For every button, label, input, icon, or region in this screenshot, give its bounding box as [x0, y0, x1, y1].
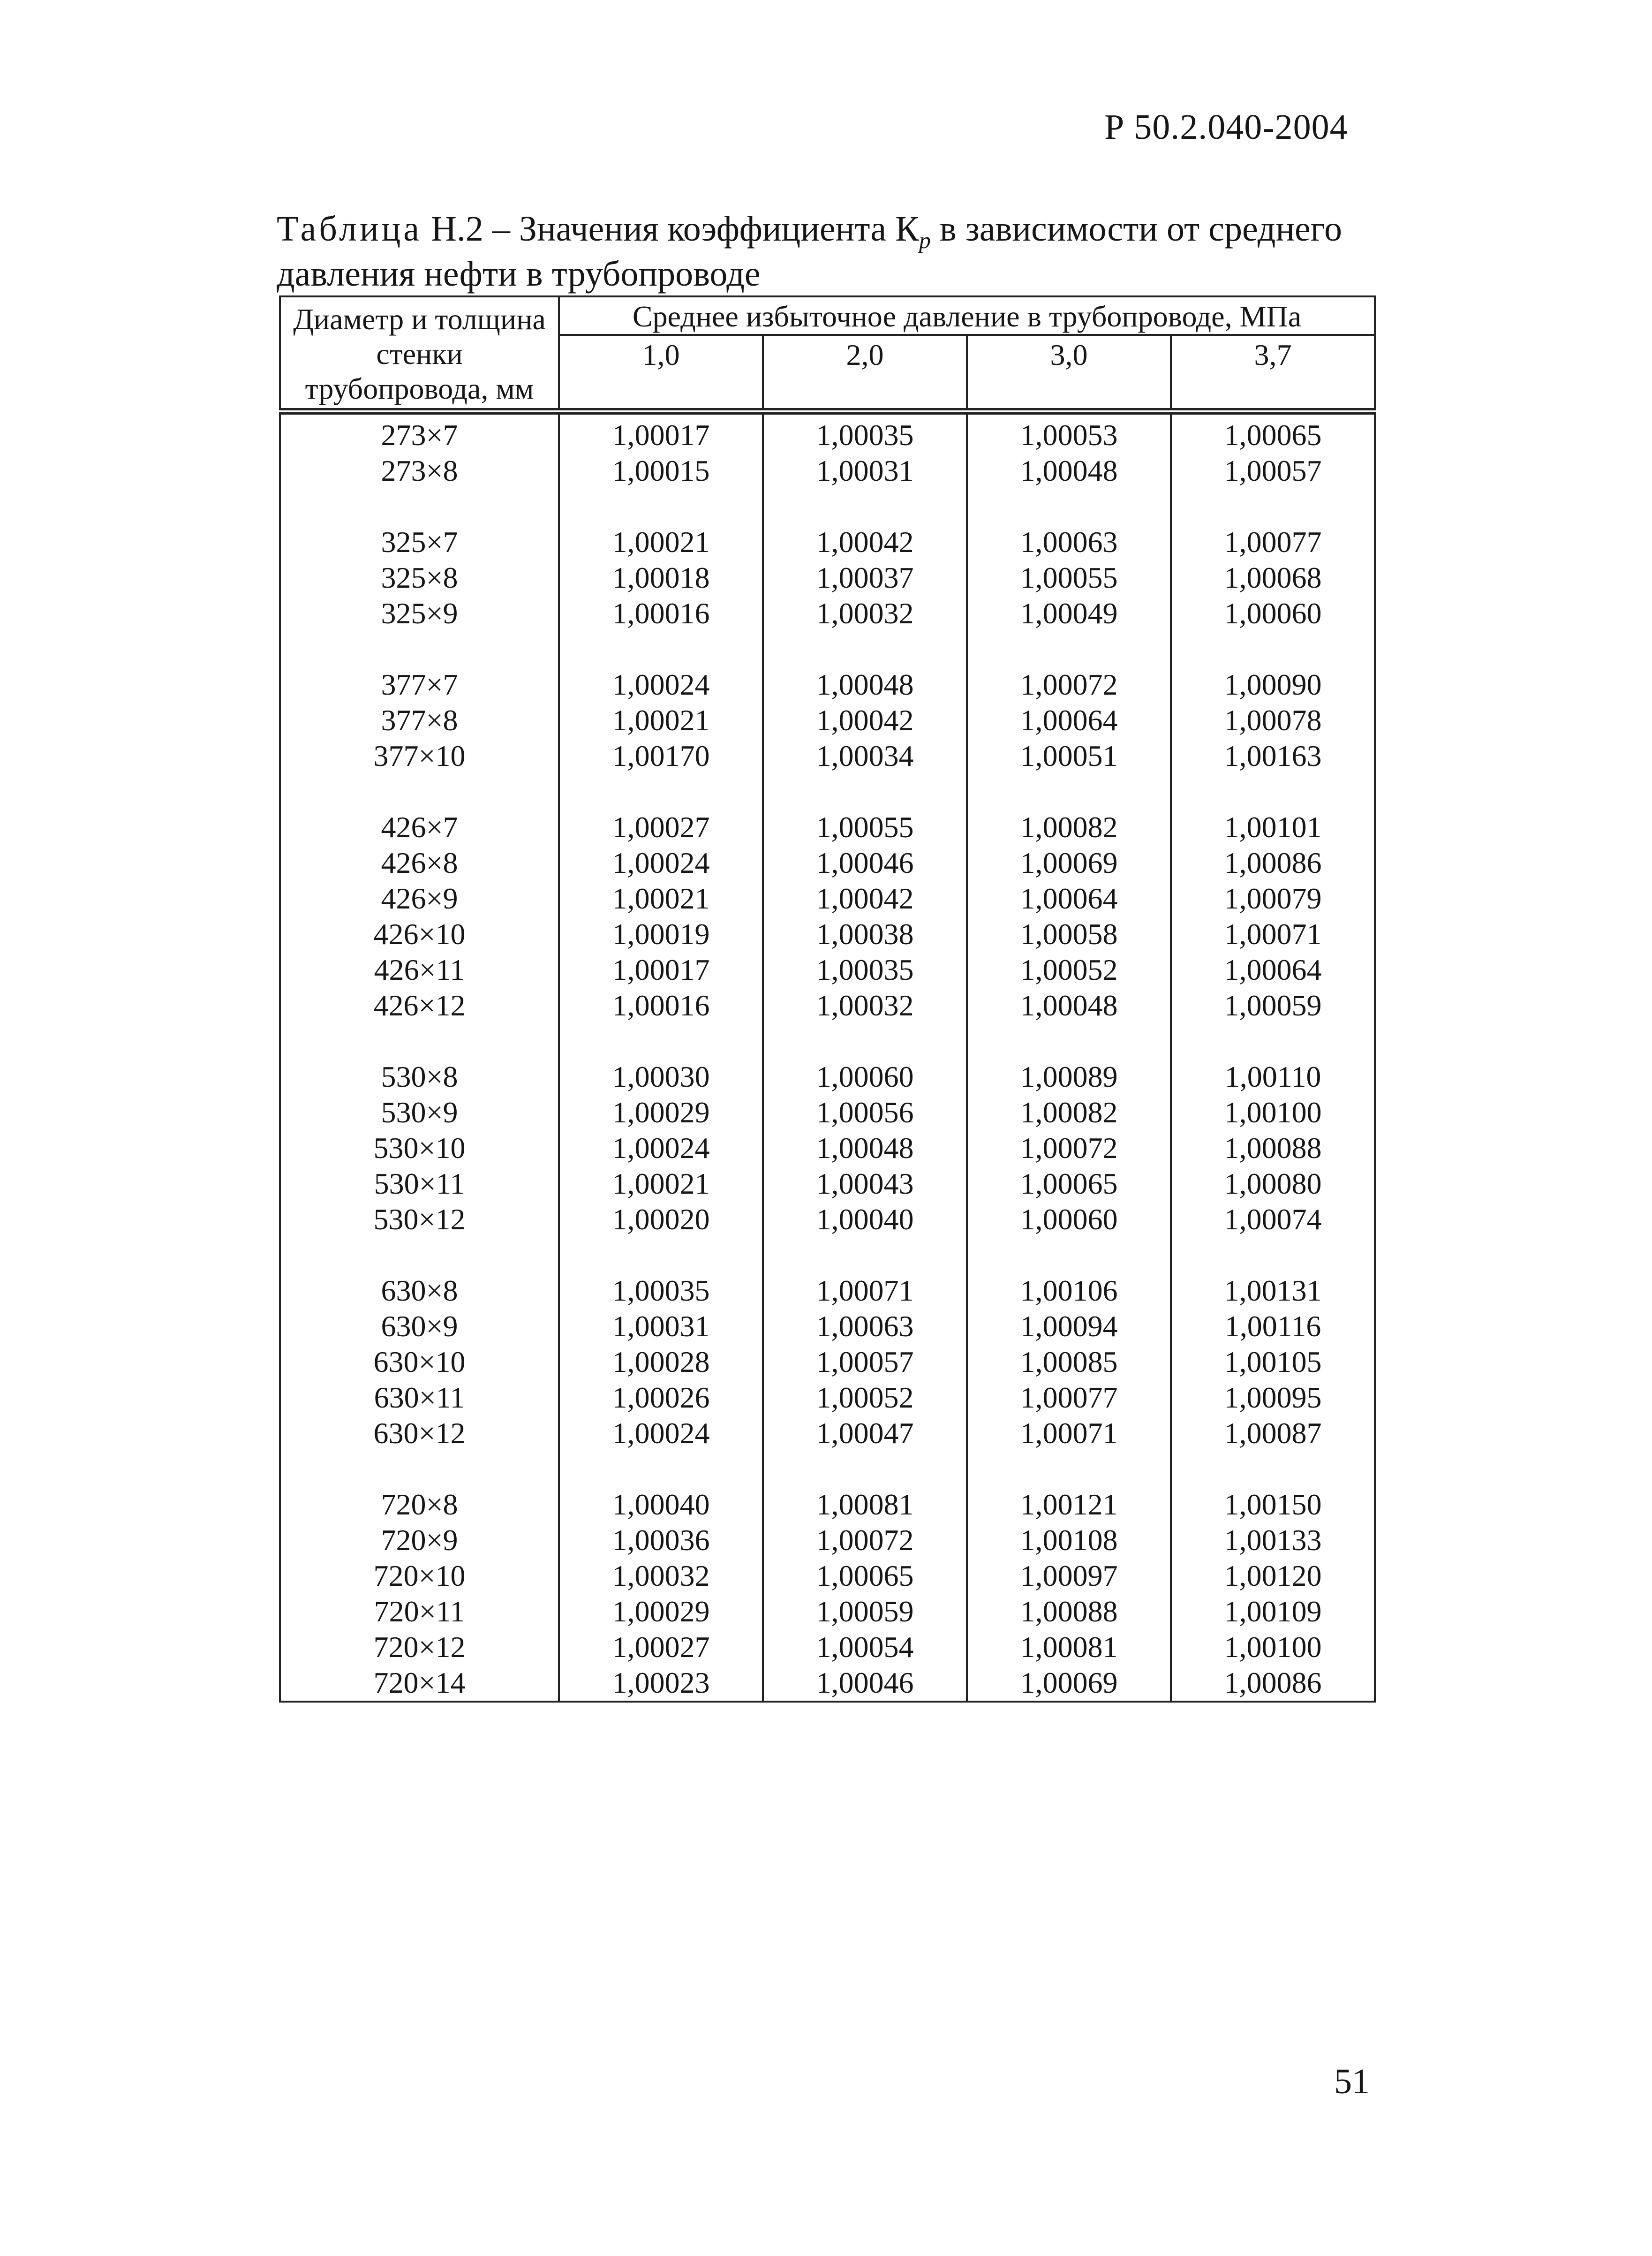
table-row	[280, 1273, 1375, 1309]
coefficient-cell: 1,00072	[967, 667, 1171, 703]
coefficient-cell: 1,00063	[967, 524, 1171, 560]
group-spacer	[280, 1237, 1375, 1273]
pipe-size-cell: 325×9	[280, 596, 559, 631]
coefficient-cell: 1,00040	[763, 1202, 967, 1237]
coefficient-cell: 1,00056	[763, 1095, 967, 1130]
spacer-cell	[763, 489, 967, 524]
caption-lead: Таблица	[277, 209, 422, 249]
spacer-cell	[280, 489, 559, 524]
pipe-size-cell: 377×10	[280, 738, 559, 774]
coefficient-cell: 1,00072	[763, 1522, 967, 1558]
table-row	[280, 881, 1375, 916]
coefficient-cell: 1,00094	[967, 1309, 1171, 1344]
group-header: Среднее избыточное давление в трубопроводе, МПа	[559, 296, 1375, 335]
spacer-cell	[280, 774, 559, 810]
table-row	[280, 1095, 1375, 1130]
coefficient-cell: 1,00030	[559, 1059, 763, 1095]
table-row	[280, 1487, 1375, 1522]
table-row	[280, 560, 1375, 596]
spacer-cell	[763, 774, 967, 810]
coefficient-cell: 1,00060	[1171, 596, 1375, 631]
coefficient-cell: 1,00052	[967, 952, 1171, 988]
coefficient-cell: 1,00016	[559, 988, 763, 1023]
coefficient-cell: 1,00035	[559, 1273, 763, 1309]
coefficient-cell: 1,00021	[559, 881, 763, 916]
group-spacer	[280, 1451, 1375, 1487]
spacer-cell	[1171, 1451, 1375, 1487]
spacer-cell	[967, 1023, 1171, 1059]
pipe-size-cell: 377×8	[280, 703, 559, 738]
pipe-size-cell: 426×10	[280, 916, 559, 952]
coefficient-cell: 1,00089	[967, 1059, 1171, 1095]
coefficient-cell: 1,00116	[1171, 1309, 1375, 1344]
group-spacer	[280, 774, 1375, 810]
spacer-cell	[967, 1451, 1171, 1487]
coefficient-cell: 1,00064	[967, 881, 1171, 916]
page-number: 51	[1334, 2062, 1370, 2101]
coefficient-cell: 1,00036	[559, 1522, 763, 1558]
coefficient-cell: 1,00054	[763, 1629, 967, 1665]
table-row	[280, 1166, 1375, 1202]
spacer-cell	[1171, 1023, 1375, 1059]
coefficient-cell: 1,00032	[559, 1558, 763, 1594]
coefficient-cell: 1,00100	[1171, 1095, 1375, 1130]
spacer-cell	[763, 1023, 967, 1059]
coefficient-cell: 1,00081	[763, 1487, 967, 1522]
table-row	[280, 810, 1375, 845]
coefficient-cell: 1,00046	[763, 845, 967, 881]
pipe-size-cell: 325×7	[280, 524, 559, 560]
coefficient-cell: 1,00021	[559, 703, 763, 738]
coefficient-cell: 1,00086	[1171, 845, 1375, 881]
spacer-cell	[763, 631, 967, 667]
coefficient-cell: 1,00065	[1171, 411, 1375, 453]
coefficient-table	[279, 295, 1376, 1703]
column-header: 2,0	[763, 335, 967, 411]
coefficient-cell: 1,00055	[763, 810, 967, 845]
coefficient-cell: 1,00048	[763, 667, 967, 703]
coefficient-cell: 1,00064	[967, 703, 1171, 738]
coefficient-cell: 1,00052	[763, 1380, 967, 1416]
pipe-size-cell: 426×8	[280, 845, 559, 881]
pipe-size-cell: 426×7	[280, 810, 559, 845]
coefficient-cell: 1,00027	[559, 1629, 763, 1665]
coefficient-cell: 1,00051	[967, 738, 1171, 774]
pipe-size-cell: 273×7	[280, 411, 559, 453]
coefficient-cell: 1,00023	[559, 1665, 763, 1702]
pipe-size-cell: 720×12	[280, 1629, 559, 1665]
spacer-cell	[280, 1237, 559, 1273]
pipe-size-cell: 720×11	[280, 1594, 559, 1629]
coefficient-cell: 1,00032	[763, 596, 967, 631]
table-row	[280, 703, 1375, 738]
coefficient-cell: 1,00048	[967, 453, 1171, 489]
coefficient-cell: 1,00078	[1171, 703, 1375, 738]
table-row	[280, 1522, 1375, 1558]
group-spacer	[280, 631, 1375, 667]
coefficient-cell: 1,00163	[1171, 738, 1375, 774]
coefficient-cell: 1,00034	[763, 738, 967, 774]
pipe-size-cell: 426×11	[280, 952, 559, 988]
coefficient-cell: 1,00029	[559, 1594, 763, 1629]
coefficient-cell: 1,00026	[559, 1380, 763, 1416]
coefficient-cell: 1,00068	[1171, 560, 1375, 596]
coefficient-cell: 1,00077	[967, 1380, 1171, 1416]
pipe-size-cell: 630×11	[280, 1380, 559, 1416]
coefficient-cell: 1,00071	[967, 1416, 1171, 1451]
coefficient-cell: 1,00060	[763, 1059, 967, 1095]
spacer-cell	[967, 489, 1171, 524]
table-row	[280, 453, 1375, 489]
pipe-size-cell: 325×8	[280, 560, 559, 596]
pipe-size-cell: 530×11	[280, 1166, 559, 1202]
spacer-cell	[1171, 774, 1375, 810]
table-row	[280, 845, 1375, 881]
column-header: 3,7	[1171, 335, 1375, 411]
caption-subscript: р	[919, 227, 931, 254]
coefficient-cell: 1,00079	[1171, 881, 1375, 916]
coefficient-cell: 1,00018	[559, 560, 763, 596]
table-row	[280, 1665, 1375, 1702]
spacer-cell	[559, 774, 763, 810]
pipe-size-cell: 273×8	[280, 453, 559, 489]
table-row	[280, 1309, 1375, 1344]
coefficient-cell: 1,00088	[1171, 1130, 1375, 1166]
coefficient-cell: 1,00106	[967, 1273, 1171, 1309]
coefficient-cell: 1,00072	[967, 1130, 1171, 1166]
row-header: Диаметр и толщина стенки трубопровода, мм	[280, 296, 559, 411]
coefficient-cell: 1,00077	[1171, 524, 1375, 560]
coefficient-cell: 1,00038	[763, 916, 967, 952]
table-row	[280, 952, 1375, 988]
coefficient-cell: 1,00048	[967, 988, 1171, 1023]
coefficient-cell: 1,00058	[967, 916, 1171, 952]
coefficient-cell: 1,00108	[967, 1522, 1171, 1558]
spacer-cell	[559, 489, 763, 524]
table-row	[280, 1130, 1375, 1166]
group-spacer	[280, 489, 1375, 524]
spacer-cell	[280, 631, 559, 667]
coefficient-cell: 1,00065	[967, 1166, 1171, 1202]
pipe-size-cell: 630×12	[280, 1416, 559, 1451]
coefficient-cell: 1,00086	[1171, 1665, 1375, 1702]
spacer-cell	[1171, 489, 1375, 524]
table-row	[280, 596, 1375, 631]
coefficient-cell: 1,00059	[763, 1594, 967, 1629]
pipe-size-cell: 426×9	[280, 881, 559, 916]
group-spacer	[280, 1023, 1375, 1059]
coefficient-cell: 1,00024	[559, 1416, 763, 1451]
table-row	[280, 1558, 1375, 1594]
coefficient-cell: 1,00120	[1171, 1558, 1375, 1594]
pipe-size-cell: 720×8	[280, 1487, 559, 1522]
coefficient-cell: 1,00046	[763, 1665, 967, 1702]
coefficient-cell: 1,00024	[559, 667, 763, 703]
column-header: 1,0	[559, 335, 763, 411]
coefficient-cell: 1,00087	[1171, 1416, 1375, 1451]
coefficient-cell: 1,00105	[1171, 1344, 1375, 1380]
table-row	[280, 1416, 1375, 1451]
table-row	[280, 738, 1375, 774]
column-header: 3,0	[967, 335, 1171, 411]
pipe-size-cell: 530×8	[280, 1059, 559, 1095]
coefficient-cell: 1,00020	[559, 1202, 763, 1237]
coefficient-cell: 1,00071	[1171, 916, 1375, 952]
spacer-cell	[559, 1023, 763, 1059]
spacer-cell	[559, 631, 763, 667]
spacer-cell	[763, 1237, 967, 1273]
coefficient-cell: 1,00085	[967, 1344, 1171, 1380]
coefficient-cell: 1,00059	[1171, 988, 1375, 1023]
coefficient-cell: 1,00042	[763, 881, 967, 916]
coefficient-cell: 1,00055	[967, 560, 1171, 596]
coefficient-cell: 1,00065	[763, 1558, 967, 1594]
coefficient-cell: 1,00100	[1171, 1629, 1375, 1665]
table-row	[280, 1629, 1375, 1665]
coefficient-cell: 1,00131	[1171, 1273, 1375, 1309]
spacer-cell	[763, 1451, 967, 1487]
coefficient-cell: 1,00110	[1171, 1059, 1375, 1095]
pipe-size-cell: 630×9	[280, 1309, 559, 1344]
table-row	[280, 1059, 1375, 1095]
caption-text: Н.2 – Значения коэффициента К	[431, 209, 919, 249]
coefficient-cell: 1,00047	[763, 1416, 967, 1451]
coefficient-cell: 1,00071	[763, 1273, 967, 1309]
coefficient-cell: 1,00060	[967, 1202, 1171, 1237]
table-row	[280, 1202, 1375, 1237]
coefficient-cell: 1,00049	[967, 596, 1171, 631]
spacer-cell	[280, 1023, 559, 1059]
coefficient-cell: 1,00035	[763, 952, 967, 988]
pipe-size-cell: 630×8	[280, 1273, 559, 1309]
coefficient-cell: 1,00064	[1171, 952, 1375, 988]
coefficient-cell: 1,00019	[559, 916, 763, 952]
spacer-cell	[967, 631, 1171, 667]
coefficient-cell: 1,00017	[559, 952, 763, 988]
table-row	[280, 524, 1375, 560]
spacer-cell	[280, 1451, 559, 1487]
spacer-cell	[1171, 631, 1375, 667]
coefficient-cell: 1,00031	[763, 453, 967, 489]
coefficient-cell: 1,00121	[967, 1487, 1171, 1522]
coefficient-cell: 1,00069	[967, 1665, 1171, 1702]
caption-rest: в зависимости от среднего давления нефти в трубопроводе	[277, 209, 1343, 294]
pipe-size-cell: 530×12	[280, 1202, 559, 1237]
coefficient-cell: 1,00090	[1171, 667, 1375, 703]
pipe-size-cell: 630×10	[280, 1344, 559, 1380]
coefficient-cell: 1,00069	[967, 845, 1171, 881]
coefficient-cell: 1,00021	[559, 1166, 763, 1202]
table-body	[280, 411, 1375, 1702]
coefficient-cell: 1,00150	[1171, 1487, 1375, 1522]
coefficient-cell: 1,00048	[763, 1130, 967, 1166]
coefficient-cell: 1,00074	[1171, 1202, 1375, 1237]
pipe-size-cell: 720×9	[280, 1522, 559, 1558]
pipe-size-cell: 530×10	[280, 1130, 559, 1166]
pipe-size-cell: 426×12	[280, 988, 559, 1023]
coefficient-cell: 1,00032	[763, 988, 967, 1023]
table-row	[280, 667, 1375, 703]
spacer-cell	[559, 1237, 763, 1273]
coefficient-cell: 1,00015	[559, 453, 763, 489]
table-caption	[277, 206, 1379, 296]
coefficient-cell: 1,00028	[559, 1344, 763, 1380]
table-row	[280, 988, 1375, 1023]
coefficient-cell: 1,00133	[1171, 1522, 1375, 1558]
coefficient-cell: 1,00043	[763, 1166, 967, 1202]
document-code: Р 50.2.040-2004	[1104, 107, 1348, 147]
coefficient-cell: 1,00095	[1171, 1380, 1375, 1416]
spacer-cell	[559, 1451, 763, 1487]
coefficient-cell: 1,00040	[559, 1487, 763, 1522]
table-row	[280, 1594, 1375, 1629]
coefficient-cell: 1,00082	[967, 810, 1171, 845]
coefficient-cell: 1,00053	[967, 411, 1171, 453]
coefficient-cell: 1,00016	[559, 596, 763, 631]
coefficient-cell: 1,00097	[967, 1558, 1171, 1594]
coefficient-cell: 1,00021	[559, 524, 763, 560]
pipe-size-cell: 377×7	[280, 667, 559, 703]
pipe-size-cell: 720×14	[280, 1665, 559, 1702]
coefficient-cell: 1,00031	[559, 1309, 763, 1344]
coefficient-cell: 1,00057	[1171, 453, 1375, 489]
coefficient-cell: 1,00081	[967, 1629, 1171, 1665]
table-row	[280, 1344, 1375, 1380]
coefficient-cell: 1,00063	[763, 1309, 967, 1344]
coefficient-cell: 1,00170	[559, 738, 763, 774]
coefficient-cell: 1,00088	[967, 1594, 1171, 1629]
coefficient-cell: 1,00109	[1171, 1594, 1375, 1629]
coefficient-cell: 1,00027	[559, 810, 763, 845]
spacer-cell	[1171, 1237, 1375, 1273]
coefficient-cell: 1,00082	[967, 1095, 1171, 1130]
coefficient-cell: 1,00042	[763, 703, 967, 738]
coefficient-cell: 1,00024	[559, 1130, 763, 1166]
table-row	[280, 916, 1375, 952]
coefficient-cell: 1,00037	[763, 560, 967, 596]
coefficient-cell: 1,00024	[559, 845, 763, 881]
spacer-cell	[967, 1237, 1171, 1273]
coefficient-cell: 1,00057	[763, 1344, 967, 1380]
coefficient-cell: 1,00029	[559, 1095, 763, 1130]
pipe-size-cell: 530×9	[280, 1095, 559, 1130]
spacer-cell	[967, 774, 1171, 810]
coefficient-cell: 1,00017	[559, 411, 763, 453]
pipe-size-cell: 720×10	[280, 1558, 559, 1594]
table-row	[280, 411, 1375, 453]
coefficient-cell: 1,00101	[1171, 810, 1375, 845]
coefficient-cell: 1,00042	[763, 524, 967, 560]
coefficient-cell: 1,00035	[763, 411, 967, 453]
coefficient-cell: 1,00080	[1171, 1166, 1375, 1202]
table-row	[280, 1380, 1375, 1416]
